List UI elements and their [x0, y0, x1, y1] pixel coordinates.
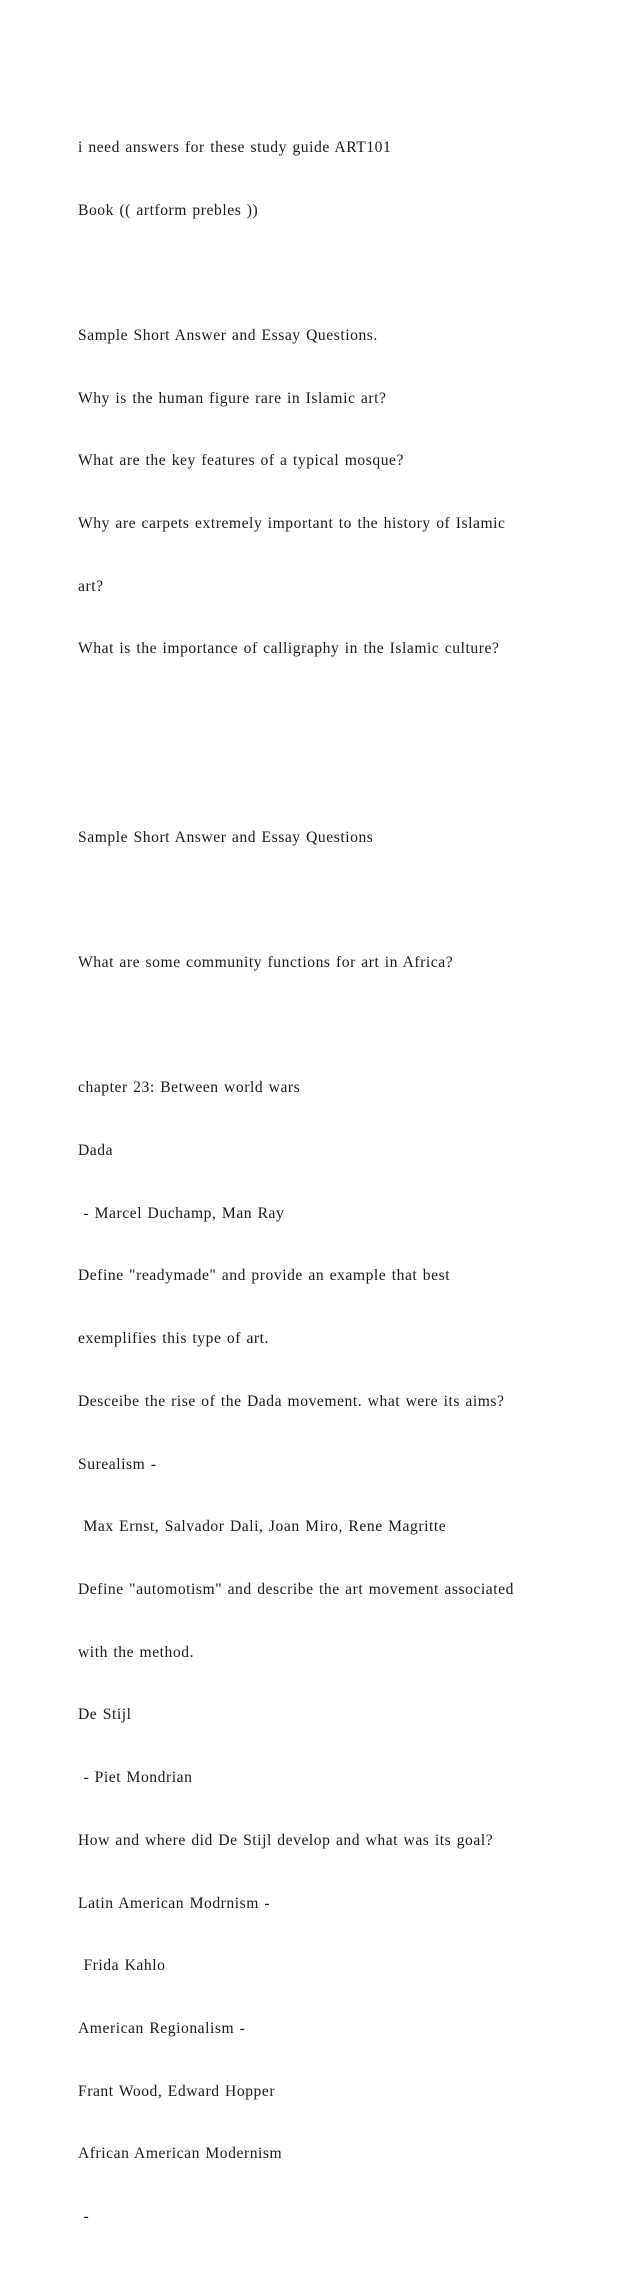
text-line: What is the importance of calligraphy in the Islamic culture? [78, 640, 500, 658]
text-line: exemplifies this type of art. [78, 1330, 270, 1348]
text-line: How and where did De Stijl develop and what was its goal? [78, 1831, 494, 1849]
text-line: African American Modernism [78, 2145, 283, 2163]
text-line: What are the key features of a typical mosque? [78, 452, 404, 470]
text-line: Desceibe the rise of the Dada movement. what were its aims? [78, 1392, 505, 1410]
text-line: What are some community functions for art in Africa? [78, 953, 454, 971]
text-line: - Piet Mondrian [78, 1769, 193, 1787]
text-line: Frida Kahlo [78, 1957, 166, 1975]
text-line: Why is the human figure rare in Islamic art? [78, 389, 387, 407]
text-line: Sample Short Answer and Essay Questions [78, 828, 374, 846]
text-line: De Stijl [78, 1706, 132, 1724]
text-line: Latin American Modrnism - [78, 1894, 271, 1912]
text-line: chapter 23: Between world wars [78, 1079, 301, 1097]
text-line: Surealism - [78, 1455, 157, 1473]
text-line [78, 1016, 618, 1037]
text-line: - Marcel Duchamp, Man Ray [78, 1204, 285, 1222]
text-line: Define "automotism" and describe the art movement associated [78, 1580, 514, 1598]
text-line: i need answers for these study guide ART101 [78, 138, 392, 156]
text-line: Dada [78, 1142, 114, 1160]
text-line: Book (( artform prebles )) [78, 201, 259, 219]
text-line: Define "readymade" and provide an example that best [78, 1267, 451, 1285]
text-line: Sample Short Answer and Essay Questions. [78, 326, 378, 344]
text-line: Frant Wood, Edward Hopper [78, 2082, 276, 2100]
text-line [78, 890, 618, 911]
text-line: Why are carpets extremely important to the history of Islamic [78, 515, 506, 533]
text-line [78, 702, 618, 723]
text-line: art? [78, 577, 104, 595]
text-line: American Regionalism - [78, 2019, 246, 2037]
text-line: Max Ernst, Salvador Dali, Joan Miro, Rene Magritte [78, 1518, 447, 1536]
text-line [78, 765, 618, 786]
text-line: - [78, 2208, 90, 2226]
text-line [78, 263, 618, 284]
text-line: with the method. [78, 1643, 195, 1661]
document-text [78, 96, 618, 2270]
